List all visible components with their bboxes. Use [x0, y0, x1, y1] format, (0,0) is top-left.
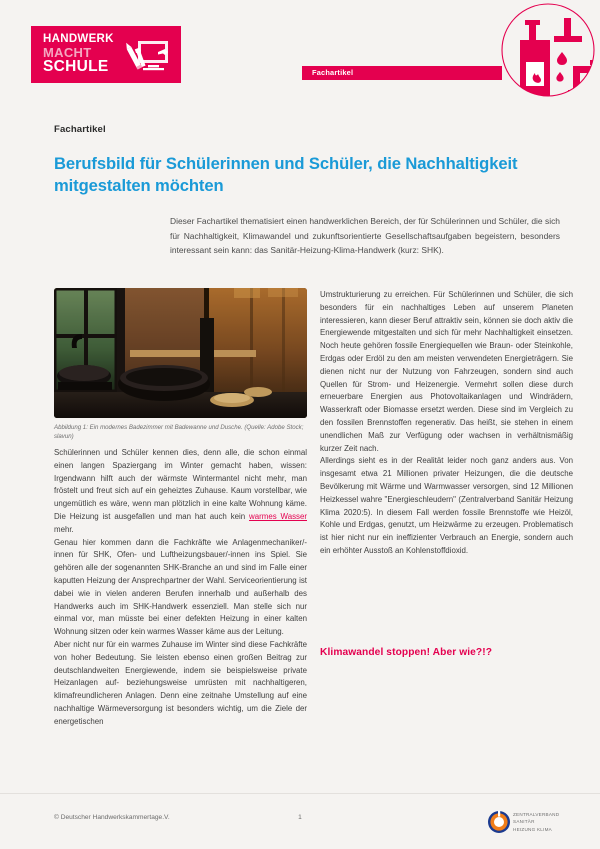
article-kicker: Fachartikel [54, 124, 106, 135]
figure-caption: Abbildung 1: Ein modernes Badezimmer mit Badewanne und Dusche. (Quelle: Adobe Stock; slavun) [54, 424, 304, 441]
paragraph-left-1-text-b: mehr. [54, 524, 74, 534]
page-header [0, 0, 600, 118]
zvshk-ring-icon [487, 810, 511, 834]
shk-circle-icon [440, 0, 600, 118]
paragraph-right-2: Allerdings sieht es in der Realität leider noch ganz anders aus. Von insgesamt etwa 21 Millionen privater Heizungen, die die deutsche Bevölkerung mit Wärme und Warmwasser versorgen, sind 12 Millionen Heizkessel wahre "Energieschleudern" (Zentralverband Sanitär Heizung Klima 2020:5). In diesem Fall werden fossile Brennstoffe wie Heizöl, Kohle und Erdgas, genutzt, um Heizwärme zu erzeugen. Problematisch ist hier nicht nur ein ineffizienter Verbrauch an Energie, sondern auch ein erhöhter Ausstoß an Kohlenstoffdioxid. [320, 456, 573, 555]
handwerk-macht-schule-logo [31, 26, 181, 83]
article-intro: Dieser Fachartikel thematisiert einen handwerklichen Bereich, der für Schülerinnen und Schüler, die sich für Nachhaltigkeit, Klimawandel und zukunftsorientierte Gesellschaftsaufgaben begeistern, besonders interessant sein kann: das Sanitär-Heizung-Klima-Handwerk (kurz: SHK). [170, 216, 560, 256]
paragraph-left-3: Aber nicht nur für ein warmes Zuhause im Winter sind diese Fachkräfte von hoher Bedeutung. Sie leisten ebenso einen großen Beitrag zur deutschlandweiten Energiewende, indem sie beispielsweise private Heizanlagen auf- beziehungsweise umrüsten mit nachhaltigeren, klimafreundlicheren Anlagen. Denn eine zeitnahe Umstellung auf eine nachhaltige Wärmeversorgung ist besonders wichtig, um die Ziele der energetischen [54, 639, 307, 726]
section-subheading: Klimawandel stoppen! Aber wie?!? [320, 647, 493, 658]
body-column-right [320, 289, 573, 558]
article-image [54, 288, 307, 418]
bathroom-photo [54, 288, 307, 418]
zvshk-line-1: ZENTRALVERBAND [513, 812, 560, 817]
footer-copyright: © Deutscher Handwerkskammertage.V. [54, 814, 170, 821]
logo-line-2: MACHT [43, 44, 92, 60]
shk-badge [440, 0, 600, 118]
logo-wordmark [43, 34, 114, 75]
footer-page-number: 1 [298, 814, 302, 821]
zvshk-line-3: HEIZUNG KLIMA [513, 826, 552, 832]
zvshk-line-2: SANITÄR [513, 819, 535, 825]
page-title: Berufsbild für Schülerinnen und Schüler, die Nachhaltigkeit mitgestalten möchten [54, 154, 518, 195]
zvshk-logo [487, 810, 582, 836]
paragraph-left-1 [54, 447, 307, 537]
zvshk-wordmark [513, 811, 559, 833]
footer-divider [0, 793, 600, 794]
paragraph-left-2: Genau hier kommen dann die Fachkräfte wie Anlagenmechaniker/-innen für SHK, Ofen- und Luftheizungsbauer/-innen ins Spiel. Sie gehören alle der sogenannten SHK-Branche an und sind im Falle einer kaputten Heizung der Ansprechpartner der Wahl. Serviceorientierung ist dabei wie in vielen anderen Berufen innerhalb und außerhalb des Handwerks auch im SHK-Handwerk essenziell. Man stelle sich nur einmal vor, man müsste bei einer defekten Heizung in einer kalten Wohnung sitzen oder kein warmes Wasser käme aus der Leitung. [54, 537, 307, 637]
logo-line-3: SCHULE [43, 58, 109, 76]
body-column-left [54, 447, 307, 729]
fachartikel-banner-label: Fachartikel [312, 68, 354, 77]
blackboard-tools-icon [124, 36, 172, 74]
logo-line-1: HANDWERK [43, 33, 114, 46]
warmes-wasser-link[interactable]: warmes Wasser [249, 511, 307, 521]
paragraph-left-1-text-a: Schülerinnen und Schüler kennen dies, denn alle, die schon einmal einen langen Spaziergang im Winter gemacht haben, wissen: Irgendwann hilft auch der wärmste Wintermantel nicht mehr, man fröstelt und freut sich auf ein geheiztes Zuhause. Kaum vorstellbar, wie ungemütlich es wäre, wenn man plötzlich in eine kalte Wohnung käme. Die Heizung ist ausgefallen und man hat auch kein [54, 448, 307, 521]
paragraph-right-1: Umstrukturierung zu erreichen. Für Schülerinnen und Schüler, die sich besonders für ein nachhaltiges Leben auf unserem Planeten interessieren, kann dieser Beruf attraktiv sein, können sie doch aktiv die Energiewende mitgestalten und sich für mehr Nachhaltigkeit einsetzen. Noch heute gehören fossile Energiequellen wie Braun- oder Steinkohle, Erdgas oder Erdöl zu den am meisten verwendeten Energieträgern. Sie dienen nicht nur der Nutzung von Fahrzeugen, sondern sind auch Quellen für Strom- und Heizenergie. Vermehrt sollen diese durch erneuerbare Energien aus Photovoltaikanlagen und Windrädern, Wasserkraft oder Biomasse ersetzt werden. Diese sind im Vergleich zu den fossilen Brennstoffen regenerativ. Das heißt, sie stehen in einem unendlichen Maß zur Verfügung oder wachsen in verhältnismäßig kurzer Zeit nach. [320, 290, 573, 453]
